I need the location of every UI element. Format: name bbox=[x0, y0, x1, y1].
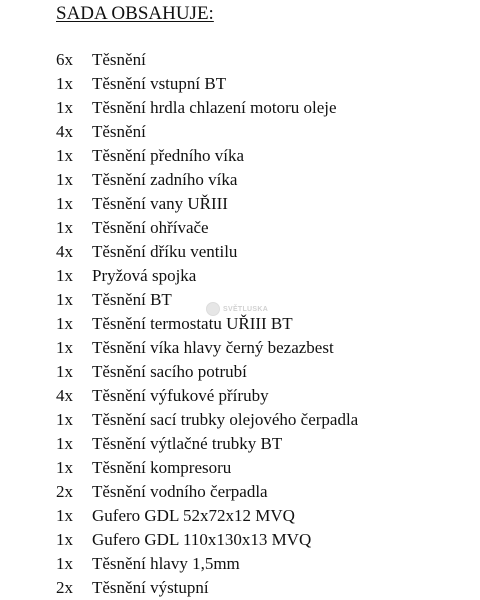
item-quantity: 1x bbox=[56, 290, 73, 309]
watermark-text: SVĚTLUSKA bbox=[223, 305, 269, 313]
item-description: Těsnění výstupní bbox=[92, 578, 209, 597]
item-description: Těsnění hlavy 1,5mm bbox=[92, 554, 240, 573]
item-description: Těsnění ohřívače bbox=[92, 218, 209, 237]
item-description: Těsnění sací trubky olejového čerpadla bbox=[92, 410, 359, 429]
item-description: Těsnění kompresoru bbox=[92, 458, 232, 477]
item-quantity: 1x bbox=[56, 146, 73, 165]
item-description: Těsnění sacího potrubí bbox=[92, 362, 247, 381]
item-quantity: 1x bbox=[56, 218, 73, 237]
item-quantity: 1x bbox=[56, 74, 73, 93]
item-quantity: 2x bbox=[56, 482, 73, 501]
item-quantity: 1x bbox=[56, 458, 73, 477]
item-quantity: 6x bbox=[56, 50, 73, 69]
item-description: Těsnění zadního víka bbox=[92, 170, 238, 189]
item-quantity: 2x bbox=[56, 578, 73, 597]
item-quantity: 1x bbox=[56, 362, 73, 381]
item-quantity: 1x bbox=[56, 410, 73, 429]
item-quantity: 1x bbox=[56, 314, 73, 333]
item-description: Těsnění vany UŘIII bbox=[92, 194, 228, 213]
item-quantity: 4x bbox=[56, 122, 73, 141]
item-description: Těsnění hrdla chlazení motoru oleje bbox=[92, 98, 337, 117]
item-description: Těsnění vodního čerpadla bbox=[92, 482, 268, 501]
item-description: Těsnění vstupní BT bbox=[92, 74, 227, 93]
item-description: Těsnění BT bbox=[92, 290, 172, 309]
item-description: Těsnění dříku ventilu bbox=[92, 242, 238, 261]
item-quantity: 1x bbox=[56, 554, 73, 573]
item-quantity: 1x bbox=[56, 170, 73, 189]
item-description: Těsnění termostatu UŘIII BT bbox=[92, 314, 293, 333]
item-description: Těsnění předního víka bbox=[92, 146, 245, 165]
item-quantity: 1x bbox=[56, 266, 73, 285]
item-quantity: 4x bbox=[56, 242, 73, 261]
watermark bbox=[206, 302, 268, 316]
item-quantity: 1x bbox=[56, 98, 73, 117]
watermark-logo-icon bbox=[206, 302, 220, 316]
item-quantity: 1x bbox=[56, 194, 73, 213]
item-description: Gufero GDL 52x72x12 MVQ bbox=[92, 506, 295, 525]
item-description: Pryžová spojka bbox=[92, 266, 197, 285]
item-description: Těsnění výfukové příruby bbox=[92, 386, 269, 405]
item-quantity: 1x bbox=[56, 434, 73, 453]
item-quantity: 1x bbox=[56, 530, 73, 549]
item-description: Gufero GDL 110x130x13 MVQ bbox=[92, 530, 312, 549]
item-description: Těsnění výtlačné trubky BT bbox=[92, 434, 283, 453]
item-quantity: 1x bbox=[56, 338, 73, 357]
item-description: Těsnění víka hlavy černý bezazbest bbox=[92, 338, 334, 357]
item-quantity: 1x bbox=[56, 506, 73, 525]
page-title: SADA OBSAHUJE: bbox=[56, 3, 214, 24]
item-description: Těsnění bbox=[92, 50, 146, 69]
item-description: Těsnění bbox=[92, 122, 146, 141]
item-quantity: 4x bbox=[56, 386, 73, 405]
